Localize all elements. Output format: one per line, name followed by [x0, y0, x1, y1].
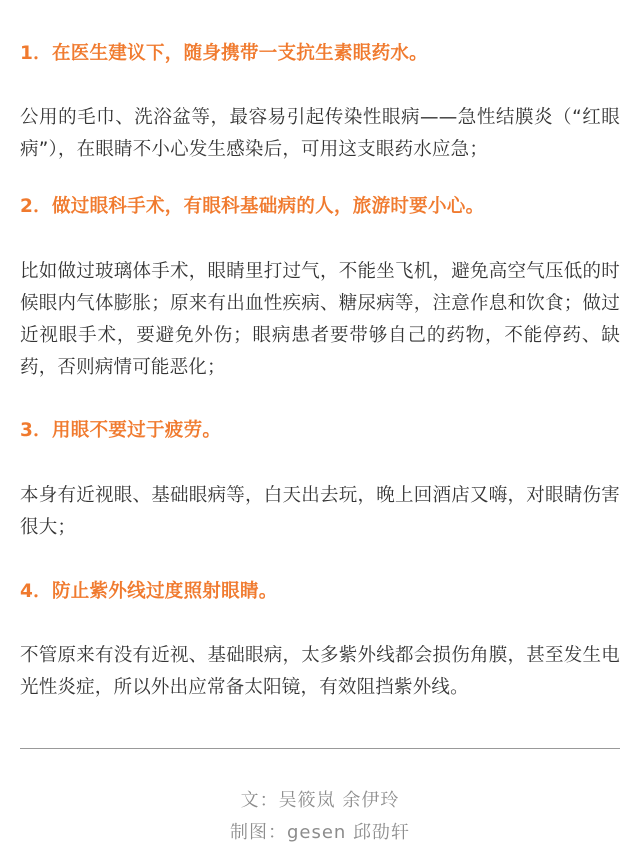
section-1-body: 公用的毛巾、洗浴盆等，最容易引起传染性眼病——急性结膜炎（“红眼病”），在眼睛不小心发生感染后，可用这支眼药水应急；	[20, 107, 620, 160]
section-2-heading: 2．做过眼科手术，有眼科基础病的人，旅游时要小心。	[20, 196, 485, 217]
section-3-body: 本身有近视眼、基础眼病等，白天出去玩，晚上回酒店又嗨，对眼睛伤害很大；	[20, 485, 620, 538]
footer-divider	[20, 748, 620, 749]
section-4-body: 不管原来有没有近视、基础眼病，太多紫外线都会损伤角膜，甚至发生电光性炎症，所以外出应常备太阳镜，有效阻挡紫外线。	[20, 645, 620, 698]
section-2-body: 比如做过玻璃体手术，眼睛里打过气，不能坐飞机，避免高空气压低的时候眼内气体膨胀；原来有出血性疾病、糖尿病等，注意作息和饮食；做过近视眼手术，要避免外伤；眼病患者要带够自己的药物，不能停药、缺药，否则病情可能恶化；	[20, 261, 620, 378]
author-credit: 文：吴筱岚 余伊玲	[240, 790, 400, 811]
section-4-heading: 4．防止紫外线过度照射眼睛。	[20, 581, 278, 602]
section-3-heading: 3．用眼不要过于疲劳。	[20, 420, 222, 441]
graphics-credit: 制图：gesen 邱劭轩	[229, 822, 411, 843]
section-1-heading: 1．在医生建议下，随身携带一支抗生素眼药水。	[20, 43, 428, 64]
